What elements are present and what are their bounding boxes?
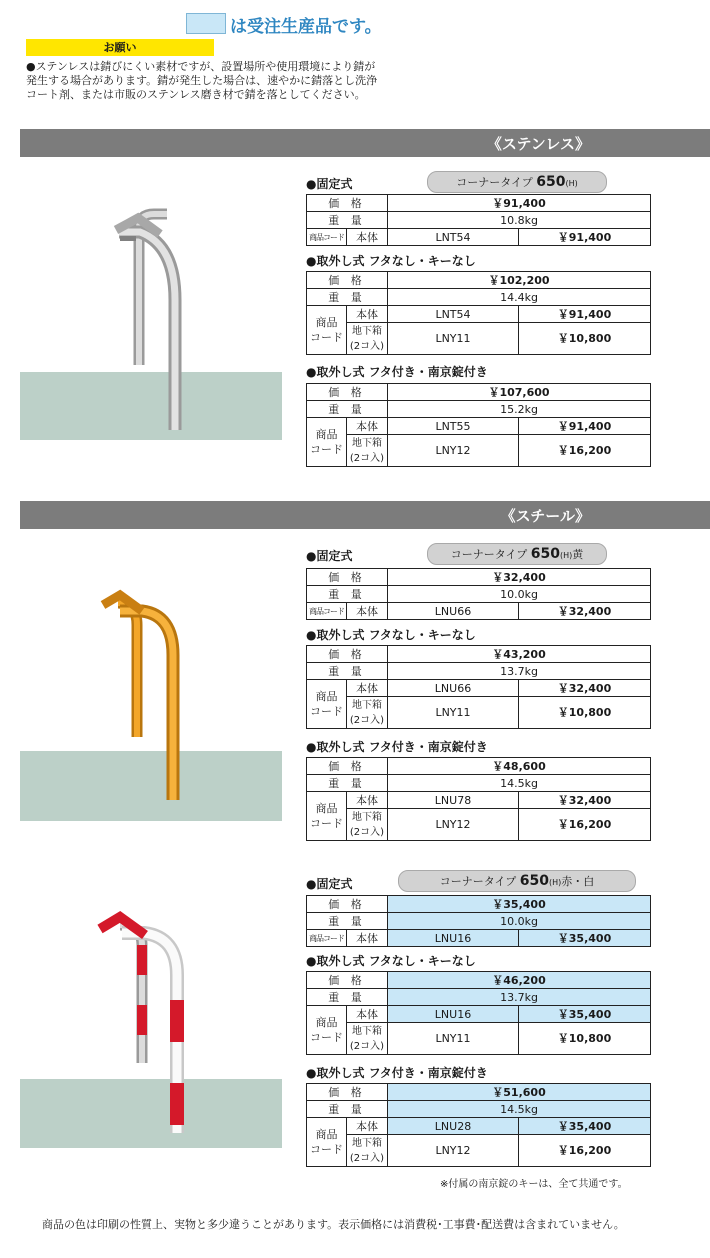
block-title: ●取外し式 フタなし・キーなし xyxy=(306,954,476,968)
section-bar-stainless xyxy=(20,129,710,157)
block-title: ●固定式 xyxy=(306,177,353,191)
block-title: ●固定式 xyxy=(306,549,353,563)
spec-table: 価 格 ￥107,600 重 量 15.2kg 商品 コード 本体 LNT55 ￥91,400 地下箱 (2コ入) LNY12 ￥16,200 xyxy=(306,383,651,467)
block-title: ●取外し式 フタなし・キーなし xyxy=(306,254,476,268)
steel-redwhite-bollard-photo xyxy=(20,905,282,1148)
steel-yellow-bollard-photo xyxy=(20,585,282,821)
block-title: ●取外し式 フタ付き・南京錠付き xyxy=(306,740,488,754)
block-title: ●取外し式 フタなし・キーなし xyxy=(306,628,476,642)
notice-label: お願い xyxy=(26,39,214,56)
page-footer: 商品の色は印刷の性質上、実物と多少違うことがあります。表示価格には消費税･工事費･配送費は含まれていません。 xyxy=(42,1218,625,1231)
spec-table: 価 格 ￥46,200 重 量 13.7kg 商品 コード 本体 LNU16 ￥35,400 地下箱 (2コ入) LNY11 ￥10,800 xyxy=(306,971,651,1055)
section-title-stainless: 《ステンレス》 xyxy=(486,135,590,153)
section-bar-steel xyxy=(20,501,710,529)
made-to-order-legend: は受注生産品です。 xyxy=(230,17,382,37)
spec-table: 価 格 ￥51,600 重 量 14.5kg 商品 コード 本体 LNU28 ￥35,400 地下箱 (2コ入) LNY12 ￥16,200 xyxy=(306,1083,651,1167)
spec-table: 価 格 ￥43,200 重 量 13.7kg 商品 コード 本体 LNU66 ￥32,400 地下箱 (2コ入) LNY11 ￥10,800 xyxy=(306,645,651,729)
spec-table: 価 格 ￥35,400 重 量 10.0kg 商品コード 本体 LNU16 ￥35,400 xyxy=(306,895,651,947)
stainless-bollard-photo xyxy=(20,200,282,440)
padlock-footnote: ※付属の南京錠のキーは、全て共通です。 xyxy=(440,1179,628,1190)
block-title: ●固定式 xyxy=(306,877,353,891)
type-pill: コーナータイプ 650(H)赤・白 xyxy=(398,870,636,892)
spec-table: 価 格 ￥48,600 重 量 14.5kg 商品 コード 本体 LNU78 ￥32,400 地下箱 (2コ入) LNY12 ￥16,200 xyxy=(306,757,651,841)
made-to-order-swatch xyxy=(186,13,226,34)
type-pill: コーナータイプ 650(H) xyxy=(427,171,607,193)
type-pill: コーナータイプ 650(H)黄 xyxy=(427,543,607,565)
section-title-steel: 《スチール》 xyxy=(500,507,590,525)
spec-table: 価 格 ￥32,400 重 量 10.0kg 商品コード 本体 LNU66 ￥32,400 xyxy=(306,568,651,620)
notice-text: ●ステンレスは錆びにくい素材ですが、設置場所や使用環境により錆が発生する場合があります。錆が発生した場合は、速やかに錆落とし洗浄コート剤、または市販のステンレス磨き材で錆を落としてください。 xyxy=(26,60,378,101)
block-title: ●取外し式 フタ付き・南京錠付き xyxy=(306,365,488,379)
spec-table: 価 格 ￥102,200 重 量 14.4kg 商品 コード 本体 LNT54 ￥91,400 地下箱 (2コ入) LNY11 ￥10,800 xyxy=(306,271,651,355)
spec-table: 価 格 ￥91,400 重 量 10.8kg 商品コード 本体 LNT54 ￥91,400 xyxy=(306,194,651,246)
block-title: ●取外し式 フタ付き・南京錠付き xyxy=(306,1066,488,1080)
